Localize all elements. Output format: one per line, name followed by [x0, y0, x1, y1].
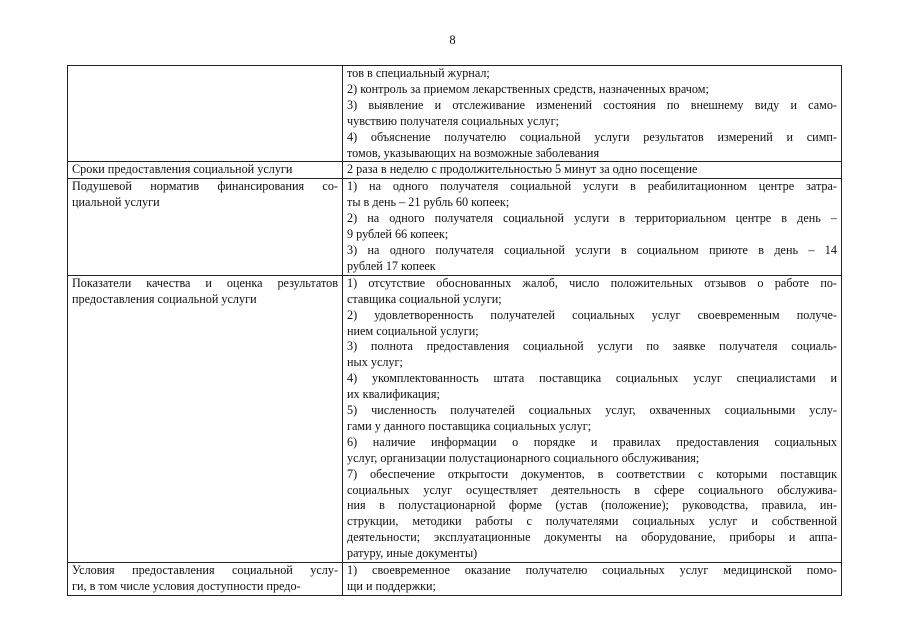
list-item-line: 3) полнота предоставления социальной услуги по заявке получателя социаль-: [347, 339, 837, 354]
list-item: [347, 308, 837, 340]
row-content-cell: [343, 275, 842, 562]
list-item-line: социальных услуг осуществляет деятельность в сфере социального обслужива-: [347, 482, 837, 497]
row-label-cell: [68, 275, 343, 562]
list-item-line: 1) на одного получателя социальной услуги в реабилитационном центре затра-: [347, 179, 837, 194]
list-item: [347, 66, 837, 82]
services-table: [67, 65, 842, 596]
row-label-line: Условия предоставления социальной услу-: [72, 563, 338, 578]
row-content-cell: [343, 179, 842, 275]
list-item-line: ратуру, иные документы): [347, 546, 478, 561]
list-item-line: рублей 17 копеек: [347, 258, 436, 273]
list-item: [347, 162, 837, 178]
list-item-line: 5) численность получателей социальных услуг, охваченных социальными услу-: [347, 403, 837, 418]
list-item: [347, 243, 837, 275]
list-item-line: 1) отсутствие обоснованных жалоб, число положительных отзывов о работе по-: [347, 275, 837, 290]
list-item: [347, 563, 837, 595]
list-item-line: 4) объяснение получателю социальной услуги результатов измерений и симп-: [347, 129, 837, 144]
list-item: [347, 403, 837, 435]
list-item: [347, 130, 837, 162]
list-item-line: ставщика социальной услуги;: [347, 291, 502, 306]
list-item-line: 4) укомплектованность штата поставщика социальных услуг специалистами и: [347, 371, 837, 386]
table-row: [68, 275, 842, 562]
table-row: [68, 179, 842, 275]
list-item-line: 2 раза в неделю с продолжительностью 5 минут за одно посещение: [347, 162, 698, 177]
list-item-line: томов, указывающих на возможные заболевания: [347, 145, 600, 160]
list-item-line: 2) на одного получателя социальной услуги в территориальном центре в день –: [347, 211, 837, 226]
list-item-line: 6) наличие информации о порядке и правилах предоставления социальных: [347, 434, 837, 449]
row-label-line: Показатели качества и оценка результатов: [72, 275, 338, 290]
list-item: [347, 467, 837, 562]
list-item-line: 9 рублей 66 копеек;: [347, 227, 449, 242]
list-item: [347, 339, 837, 371]
list-item: [347, 371, 837, 403]
list-item-line: их квалификация;: [347, 387, 440, 402]
list-item-line: нием социальной услуги;: [347, 323, 479, 338]
table-row: [68, 563, 842, 596]
list-item-line: ния в полустационарной форме (устав (положение); руководства, правила, ин-: [347, 498, 837, 513]
table-body: [68, 66, 842, 596]
list-item-line: ных услуг;: [347, 355, 403, 370]
list-item: [347, 435, 837, 467]
row-label-line: циальной услуги: [72, 195, 160, 210]
list-item-line: 2) удовлетворенность получателей социальных услуг своевременным получе-: [347, 307, 837, 322]
row-content-cell: [343, 563, 842, 596]
row-label-line: предоставления социальной услуги: [72, 291, 257, 306]
list-item-line: струкции, методики работы с получателями социальных услуг и собственной: [347, 514, 837, 529]
list-item: [347, 98, 837, 130]
row-content-cell: [343, 162, 842, 179]
row-label-cell: [68, 162, 343, 179]
table-row: [68, 66, 842, 162]
table-row: [68, 162, 842, 179]
list-item-line: ты в день – 21 рубль 60 копеек;: [347, 195, 510, 210]
row-content-cell: [343, 66, 842, 162]
list-item: [347, 211, 837, 243]
list-item: [347, 276, 837, 308]
list-item-line: 3) на одного получателя социальной услуги в социальном приюте в день – 14: [347, 242, 837, 257]
row-label-line: Сроки предоставления социальной услуги: [72, 162, 293, 177]
list-item-line: щи и поддержки;: [347, 579, 436, 593]
row-label-cell: [68, 66, 343, 162]
list-item-line: гами у данного поставщика социальных услуг;: [347, 418, 592, 433]
list-item-line: 7) обеспечение открытости документов, в соответствии с которыми поставщик: [347, 466, 837, 481]
list-item-line: тов в специальный журнал;: [347, 66, 490, 80]
list-item-line: 1) своевременное оказание получателю социальных услуг медицинской помо-: [347, 563, 837, 578]
row-label-line: ги, в том числе условия доступности предо-: [72, 579, 301, 593]
list-item-line: деятельности; эксплуатационные документы на оборудование, приборы и аппа-: [347, 530, 837, 545]
list-item-line: чувствию получателя социальных услуг;: [347, 113, 560, 128]
row-label-cell: [68, 179, 343, 275]
row-label-line: Подушевой норматив финансирования со-: [72, 179, 338, 194]
list-item: [347, 82, 837, 98]
list-item-line: 3) выявление и отслеживание изменений состояния по внешнему виду и само-: [347, 97, 837, 112]
row-label-cell: [68, 563, 343, 596]
page-number: 8: [449, 33, 456, 47]
list-item-line: услуг, организации полустационарного социального обслуживания;: [347, 450, 700, 465]
list-item-line: 2) контроль за приемом лекарственных средств, назначенных врачом;: [347, 81, 709, 96]
list-item: [347, 179, 837, 211]
